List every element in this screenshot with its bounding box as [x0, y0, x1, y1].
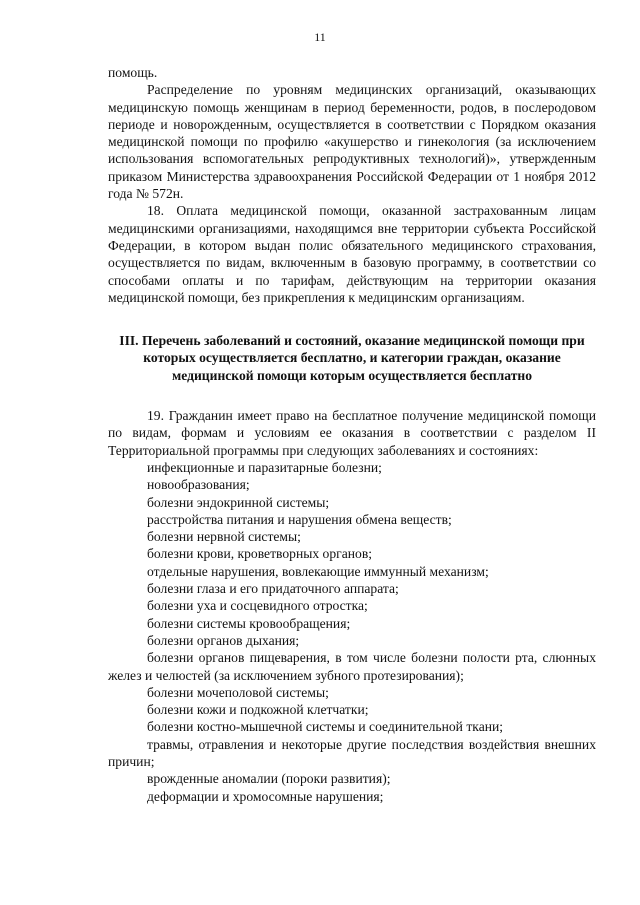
condition-item: болезни системы кровообращения;: [147, 615, 351, 631]
paragraph-continuation: помощь.: [108, 65, 158, 80]
document-body: [108, 64, 596, 805]
condition-item: болезни мочеполовой системы;: [147, 684, 329, 700]
condition-item: болезни уха и сосцевидного отростка;: [147, 598, 368, 614]
paragraph-18: 18. Оплата медицинской помощи, оказанной застрахованным лицам медицинскими организациями, находящимся вне территории субъекта Российской Федерации, в котором выдан полис обязательного медицинского страхования, осуществляется по видам, включенным в базовую программу, в соответствии со способами оплаты и по тарифам, действующим на территории оказания медицинской помощи, без прикрепления к медицинским организациям.: [108, 203, 596, 305]
condition-item: болезни органов пищеварения, в том числе болезни полости рта, слюнных желез и челюстей (за исключением зубного протезирования);: [108, 650, 596, 683]
paragraph-19: 19. Гражданин имеет право на бесплатное получение медицинской помощи по видам, формам и условиям ее оказания в соответствии с разделом II Территориальной программы при следующих заболеваниях и состояниях:: [108, 408, 596, 458]
condition-item: отдельные нарушения, вовлекающие иммунный механизм;: [147, 563, 489, 579]
page-number: 11: [314, 30, 326, 44]
condition-item: болезни кожи и подкожной клетчатки;: [147, 702, 369, 718]
condition-item: болезни органов дыхания;: [147, 632, 300, 648]
section-heading: III. Перечень заболеваний и состояний, оказание медицинской помощи при которых осуществляется бесплатно, и категории граждан, оказание медицинской помощи которым осуществляется бесплатно: [119, 333, 585, 383]
paragraph-distribution: Распределение по уровням медицинских организаций, оказывающих медицинскую помощь женщинам в период беременности, родов, в послеродовом периоде и новорожденным, осуществляется в соответствии с Порядком оказания медицинской помощи по профилю «акушерство и гинекология (за исключением использования вспомогательных репродуктивных технологий)», утвержденным приказом Министерства здравоохранения Российской Федерации от 1 ноября 2012 года № 572н.: [108, 82, 596, 202]
condition-item: новообразования;: [147, 477, 250, 493]
condition-item: инфекционные и паразитарные болезни;: [147, 459, 382, 475]
condition-item: деформации и хромосомные нарушения;: [147, 788, 384, 804]
condition-item: болезни нервной системы;: [147, 529, 301, 545]
condition-item: травмы, отравления и некоторые другие последствия воздействия внешних причин;: [108, 736, 596, 769]
condition-item: врожденные аномалии (пороки развития);: [147, 771, 391, 787]
condition-item: расстройства питания и нарушения обмена веществ;: [147, 511, 452, 527]
condition-item: болезни глаза и его придаточного аппарата;: [147, 581, 399, 597]
condition-item: болезни костно-мышечной системы и соединительной ткани;: [147, 719, 504, 735]
condition-item: болезни крови, кроветворных органов;: [147, 546, 373, 562]
condition-item: болезни эндокринной системы;: [147, 494, 330, 510]
